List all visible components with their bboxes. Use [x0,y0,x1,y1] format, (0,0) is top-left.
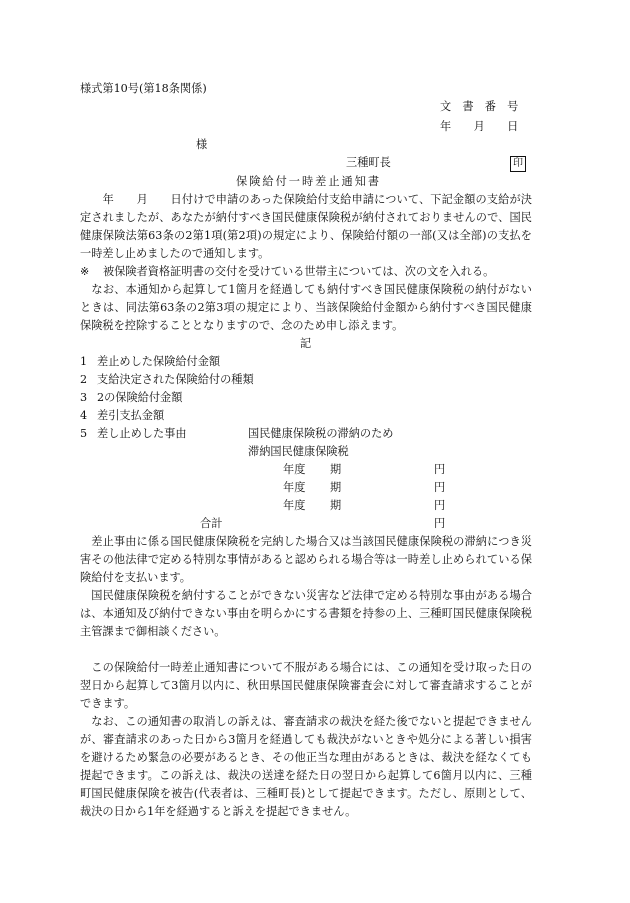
item-3 [80,389,183,407]
seal-box: 印 [510,156,526,172]
document-number: 文 書 番 号 [440,100,519,113]
arrears-year: 年度 [283,463,306,476]
total-label: 合計 [200,517,223,530]
arrears-period: 期 [330,499,342,512]
item-label: 差し止めした事由 [97,427,187,440]
lawsuit-paragraph: なお、この通知書の取消しの訴えは、審査請求の裁決を経た後でないと提起できませんが、審査請求のあった日から3箇月を経過しても裁決がないときや処分による著しい損害を避けるため緊急の必要があるとき、その他正当な理由があるときは、裁決を経なくても提起できます。この訴えは、裁決の送達を経た日の翌日から起算して6箇月以内に、三種町国民健康保険を被告(代表者は、三種町長)として提起できます。ただし、原則として、裁決の日から1年を経過すると訴えを提起できません。 [80,715,532,818]
suspension-reason: 国民健康保険税の滞納のため [248,427,394,440]
item-number: 4 [80,409,88,422]
seal-mark [510,154,526,172]
arrears-heading: 滞納国民健康保険税 [248,445,349,458]
note-marker: ※ [80,265,90,278]
item-label: 2の保険給付金額 [97,391,183,404]
arrears-period: 期 [330,463,342,476]
arrears-yen: 円 [434,481,446,494]
note-text: 被保険者資格証明書の交付を受けている世帯主については、次の文を入れる。 [102,265,495,278]
consultation-paragraph: 国民健康保険税を納付することができない災害など法律で定める特別な事由がある場合は、本通知及び納付できない事由を明らかにする書類を持参の上、三種町国民健康保険税主管課まで御相談ください。 [80,589,532,638]
note-line [80,263,494,281]
total-yen: 円 [434,517,446,530]
arrears-year: 年度 [283,499,306,512]
item-5 [80,425,187,443]
appeal-paragraph: この保険給付一時差止通知書について不服がある場合には、この通知を受け取った日の翌日から起算して3箇月以内に、秋田県国民健康保険審査会に対して審査請求することができます。 [80,661,532,710]
arrears-period: 期 [330,481,342,494]
item-number: 2 [80,373,88,386]
ki-heading: 記 [300,337,312,350]
item-label: 差止めした保険給付金額 [97,355,221,368]
note-body: なお、本通知から起算して1箇月を経過しても納付すべき国民健康保険税の納付がないときは、同法第63条の2第3項の規定により、当該保険給付金額から納付すべき国民健康保険税を控除することとなりますので、念のため申し添えます。 [80,283,532,332]
intro-paragraph: 年 月 日付けで申請のあった保険給付支給申請について、下記金額の支給が決定されましたが、あなたが納付すべき国民健康保険税が納付されておりませんので、国民健康保険法第63条の2第1項(第2項)の規定により、保険給付額の一部(又は全部)の支払を一時差し止めましたので通知します。 [80,193,532,260]
form-label: 様式第10号(第18条関係) [80,82,207,95]
item-label: 差引支払金額 [97,409,165,422]
item-2 [80,371,254,389]
arrears-yen: 円 [434,499,446,512]
item-4 [80,407,165,425]
addressee-suffix: 様 [196,138,208,151]
arrears-year: 年度 [283,481,306,494]
item-label: 支給決定された保険給付の種類 [97,373,254,386]
item-number: 5 [80,427,88,440]
issuer-name: 三種町長 [346,156,391,169]
document-title: 保険給付一時差止通知書 [236,175,382,188]
date-line: 年 月 日 [440,120,519,133]
item-number: 3 [80,391,88,404]
payment-resume-paragraph: 差止事由に係る国民健康保険税を完納した場合又は当該国民健康保険税の滞納につき災害その他法律で定める特別な事情があると認められる場合等は一時差し止められている保険給付を支払います。 [80,535,532,584]
item-number: 1 [80,355,88,368]
arrears-yen: 円 [434,463,446,476]
item-1 [80,353,221,371]
